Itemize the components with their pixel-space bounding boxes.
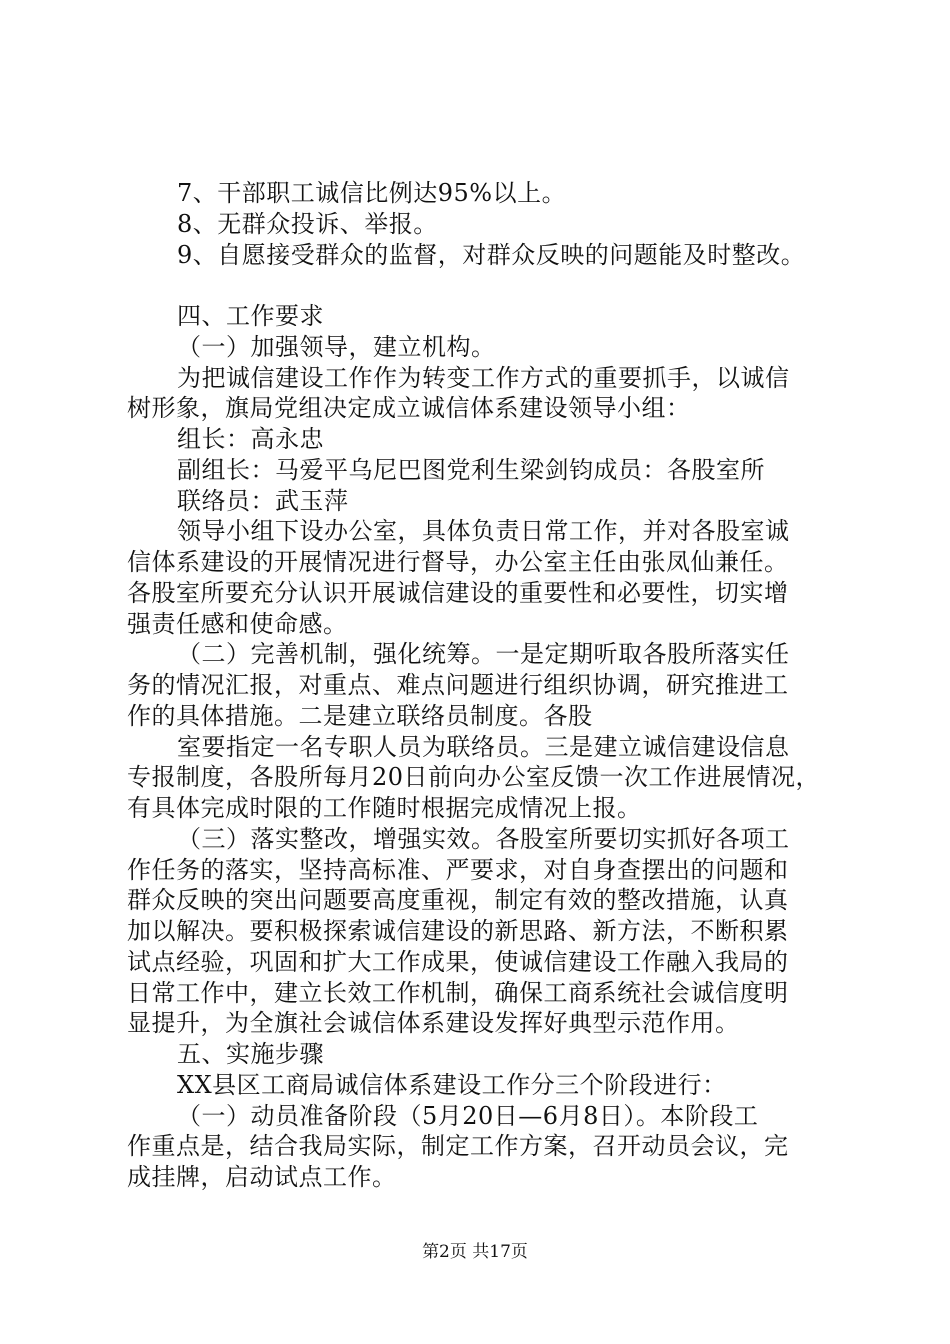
list-item-9: 9、自愿接受群众的监督，对群众反映的问题能及时整改。 [177,241,806,269]
liaison-line: 联络员：武玉萍 [177,487,349,515]
subsection-heading-2: （二）完善机制，强化统筹。一是定期听取各股所落实任 [177,640,790,668]
paragraph-line: 加以解决。要积极探索诚信建设的新思路、新方法，不断积累 [127,917,789,945]
section-heading-5: 五、实施步骤 [177,1040,324,1068]
paragraph-line: 群众反映的突出问题要高度重视，制定有效的整改措施，认真 [127,886,789,914]
paragraph-line: 各股室所要充分认识开展诚信建设的重要性和必要性，切实增 [127,579,789,607]
section-heading-4: 四、工作要求 [177,302,324,330]
paragraph-line: 为把诚信建设工作作为转变工作方式的重要抓手，以诚信 [177,364,790,392]
paragraph-line: 树形象，旗局党组决定成立诚信体系建设领导小组： [127,394,691,422]
subsection-heading-stage-1: （一）动员准备阶段（5月20日—6月8日）。本阶段工 [177,1102,759,1130]
paragraph-line: XX县区工商局诚信体系建设工作分三个阶段进行： [177,1071,727,1099]
paragraph-line: 专报制度，各股所每月20日前向办公室反馈一次工作进展情况， [127,763,821,791]
paragraph-line: 成挂牌，启动试点工作。 [127,1163,397,1191]
leader-line: 组长：高永忠 [177,425,324,453]
paragraph-line: 作的具体措施。二是建立联络员制度。各股 [127,702,593,730]
paragraph-line: 信体系建设的开展情况进行督导，办公室主任由张凤仙兼任。 [127,548,789,576]
list-item-8: 8、无群众投诉、举报。 [177,210,438,238]
paragraph-line: 务的情况汇报，对重点、难点问题进行组织协调，研究推进工 [127,671,789,699]
subsection-heading-3: （三）落实整改，增强实效。各股室所要切实抓好各项工 [177,825,790,853]
paragraph-line: 室要指定一名专职人员为联络员。三是建立诚信建设信息 [177,733,790,761]
paragraph-line: 显提升，为全旗社会诚信体系建设发挥好典型示范作用。 [127,1009,740,1037]
paragraph-line: 有具体完成时限的工作随时根据完成情况上报。 [127,794,642,822]
paragraph-line: 强责任感和使命感。 [127,610,348,638]
paragraph-line: 日常工作中，建立长效工作机制，确保工商系统社会诚信度明 [127,979,789,1007]
paragraph-line: 试点经验，巩固和扩大工作成果，使诚信建设工作融入我局的 [127,948,789,976]
list-item-7: 7、干部职工诚信比例达95%以上。 [177,179,567,207]
page-footer: 第2页 共17页 [422,1242,528,1262]
paragraph-line: 作重点是，结合我局实际，制定工作方案，召开动员会议，完 [127,1132,789,1160]
paragraph-line: 作任务的落实，坚持高标准、严要求，对自身查摆出的问题和 [127,856,789,884]
paragraph-line: 领导小组下设办公室，具体负责日常工作，并对各股室诚 [177,517,790,545]
subsection-heading-1: （一）加强领导，建立机构。 [177,333,496,361]
deputy-leader-line: 副组长：马爱平乌尼巴图党利生梁剑钧成员：各股室所 [177,456,765,484]
